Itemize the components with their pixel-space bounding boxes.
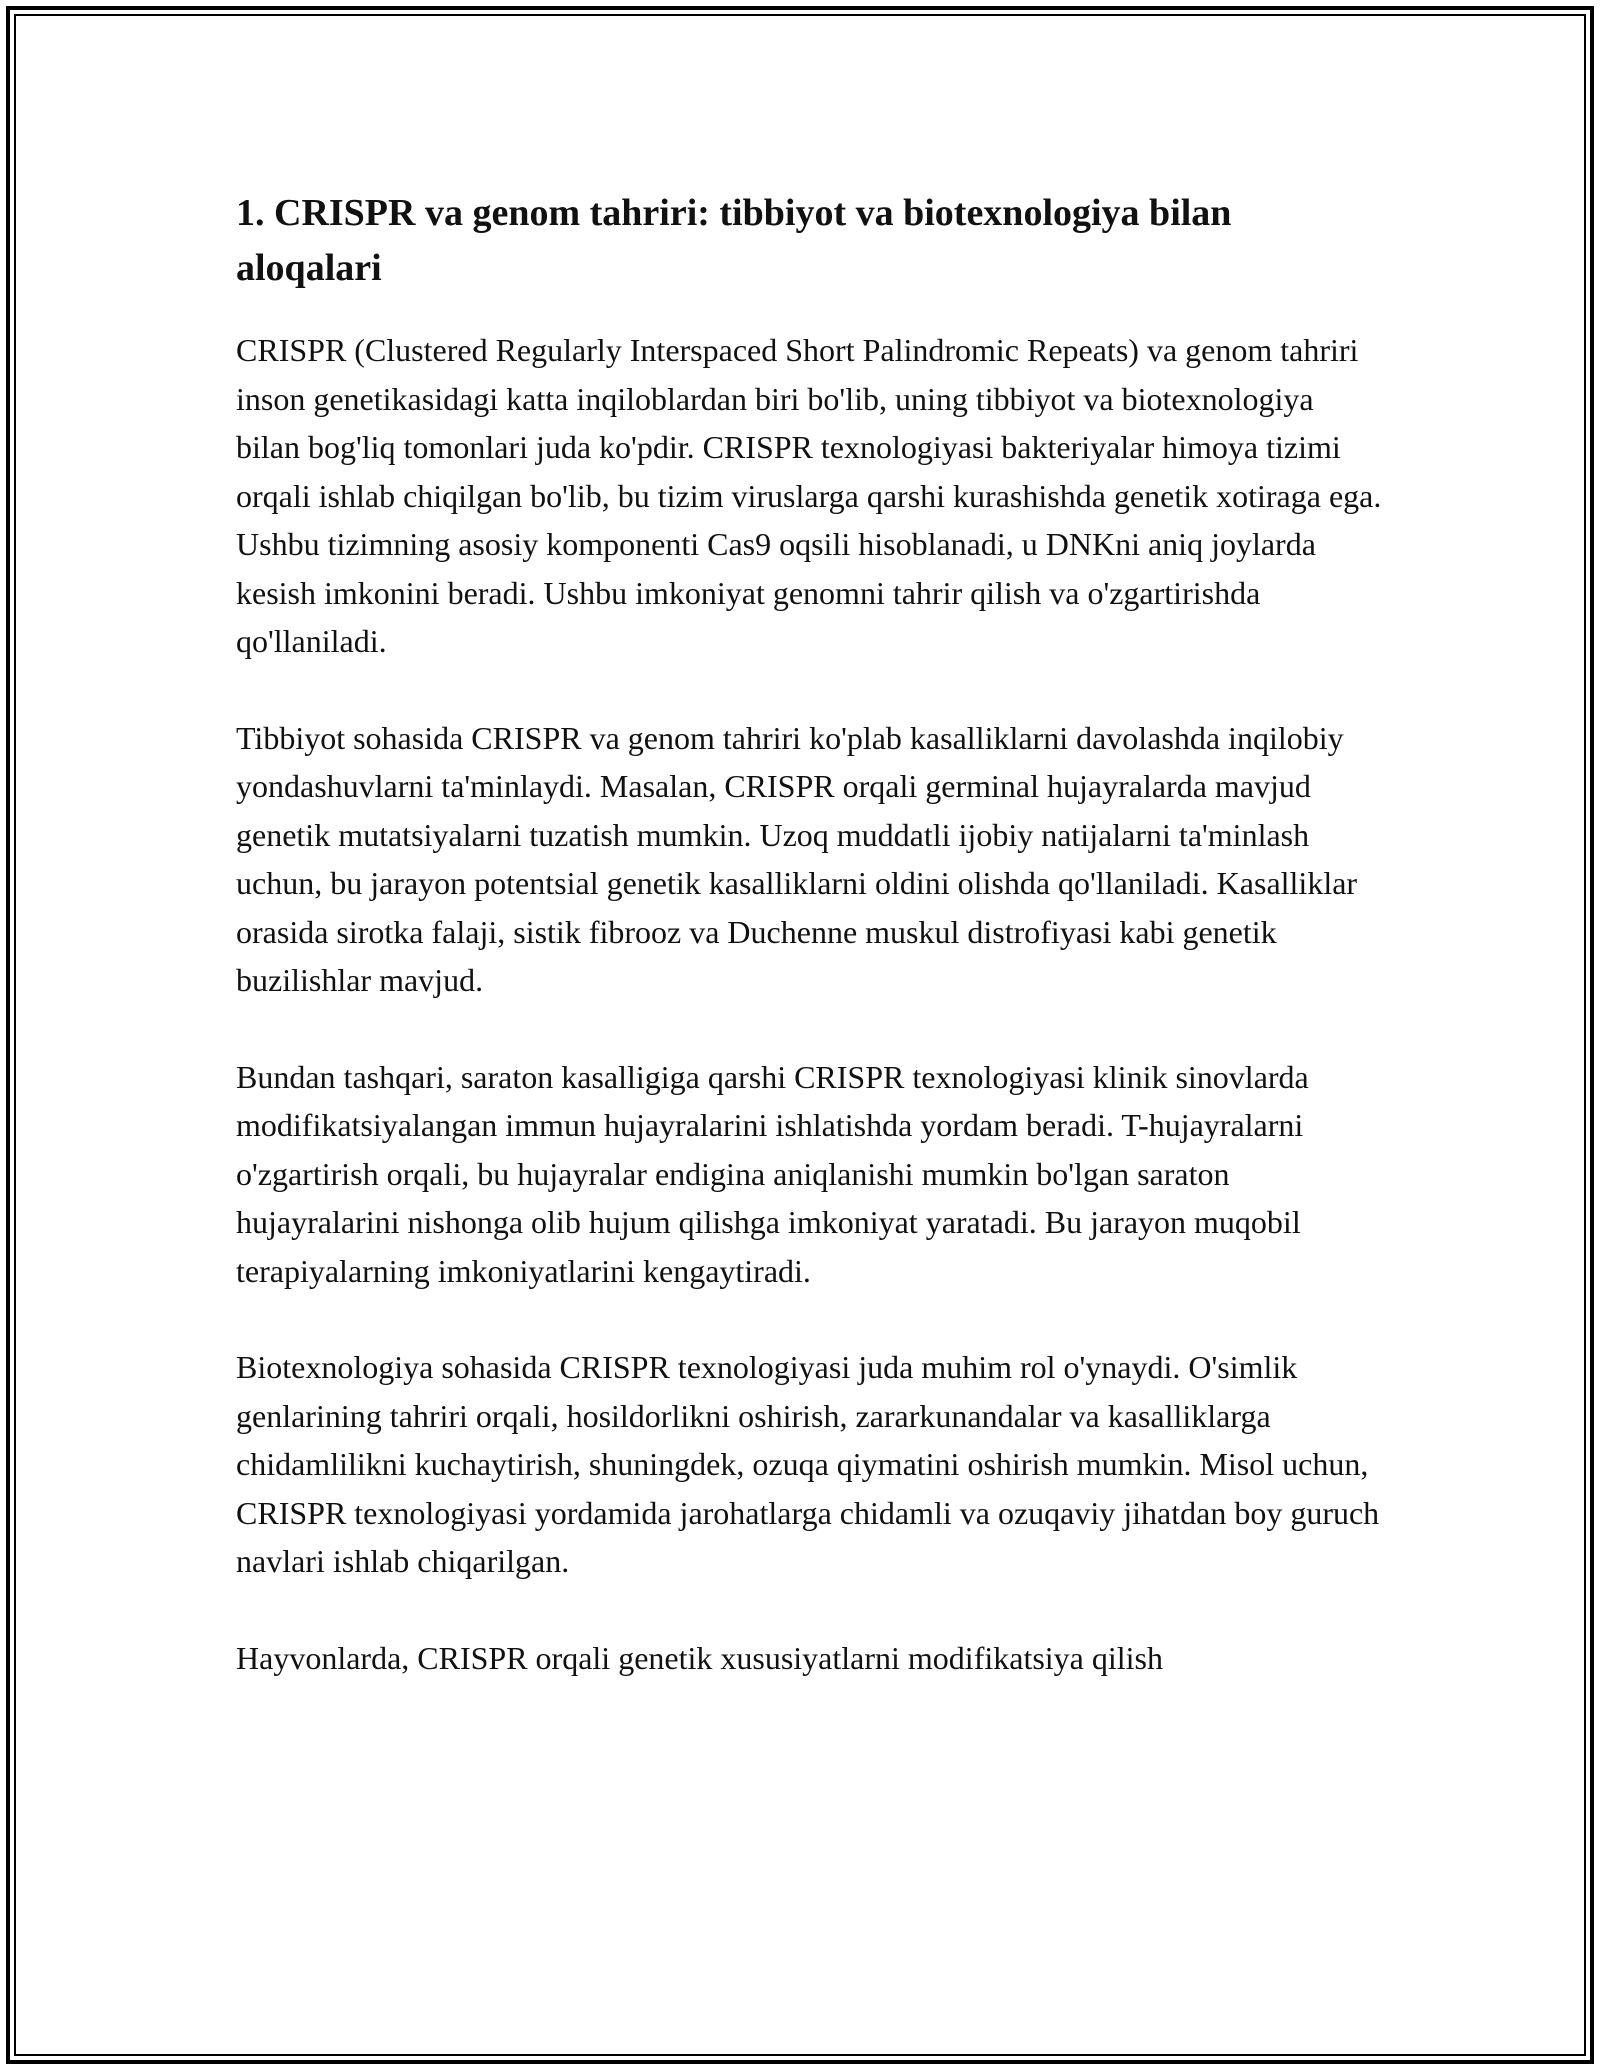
- document-body: [236, 186, 1382, 1730]
- paragraph-intro: CRISPR (Clustered Regularly Interspaced Short Palindromic Repeats) va genom tahriri inson genetikasidagi katta inqiloblardan biri bo'lib, uning tibbiyot va biotexnologiya bilan bog'liq tomonlari juda ko'pdir. CRISPR texnologiyasi bakteriyalar himoya tizimi orqali ishlab chiqilgan bo'lib, bu tizim viruslarga qarshi kurashishda genetik xotiraga ega. Ushbu tizimning asosiy komponenti Cas9 oqsili hisoblanadi, u DNKni aniq joylarda kesish imkonini beradi. Ushbu imkoniyat genomni tahrir qilish va o'zgartirishda qo'llaniladi.: [236, 332, 1382, 659]
- paragraph-medicine: Tibbiyot sohasida CRISPR va genom tahriri ko'plab kasalliklarni davolashda inqilobiy yondashuvlarni ta'minlaydi. Masalan, CRISPR orqali germinal hujayralarda mavjud genetik mutatsiyalarni tuzatish mumkin. Uzoq muddatli ijobiy natijalarni ta'minlash uchun, bu jarayon potentsial genetik kasalliklarni oldini olishda qo'llaniladi. Kasalliklar orasida sirotka falaji, sistik fibrooz va Duchenne muskul distrofiyasi kabi genetik buzilishlar mavjud.: [236, 719, 1358, 998]
- section-heading: 1. CRISPR va genom tahriri: tibbiyot va biotexnologiya bilan aloqalari: [236, 192, 1232, 289]
- paragraph-animals: Hayvonlarda, CRISPR orqali genetik xususiyatlarni modifikatsiya qilish: [236, 1639, 1163, 1676]
- paragraph-biotech: Biotexnologiya sohasida CRISPR texnologiyasi juda muhim rol o'ynaydi. O'simlik genlarining tahriri orqali, hosildorlikni oshirish, zararkunandalar va kasalliklarga chidamlilikni kuchaytirish, shuningdek, ozuqa qiymatini oshirish mumkin. Misol uchun, CRISPR texnologiyasi yordamida jarohatlarga chidamli va ozuqaviy jihatdan boy guruch navlari ishlab chiqarilgan.: [236, 1349, 1380, 1579]
- paragraph-cancer: Bundan tashqari, saraton kasalligiga qarshi CRISPR texnologiyasi klinik sinovlarda modifikatsiyalangan immun hujayralarini ishlatishda yordam beradi. T-hujayralarni o'zgartirish orqali, bu hujayralar endigina aniqlanishi mumkin bo'lgan saraton hujayralarini nishonga olib hujum qilishga imkoniyat yaratadi. Bu jarayon muqobil terapiyalarning imkoniyatlarini kengaytiradi.: [236, 1058, 1309, 1289]
